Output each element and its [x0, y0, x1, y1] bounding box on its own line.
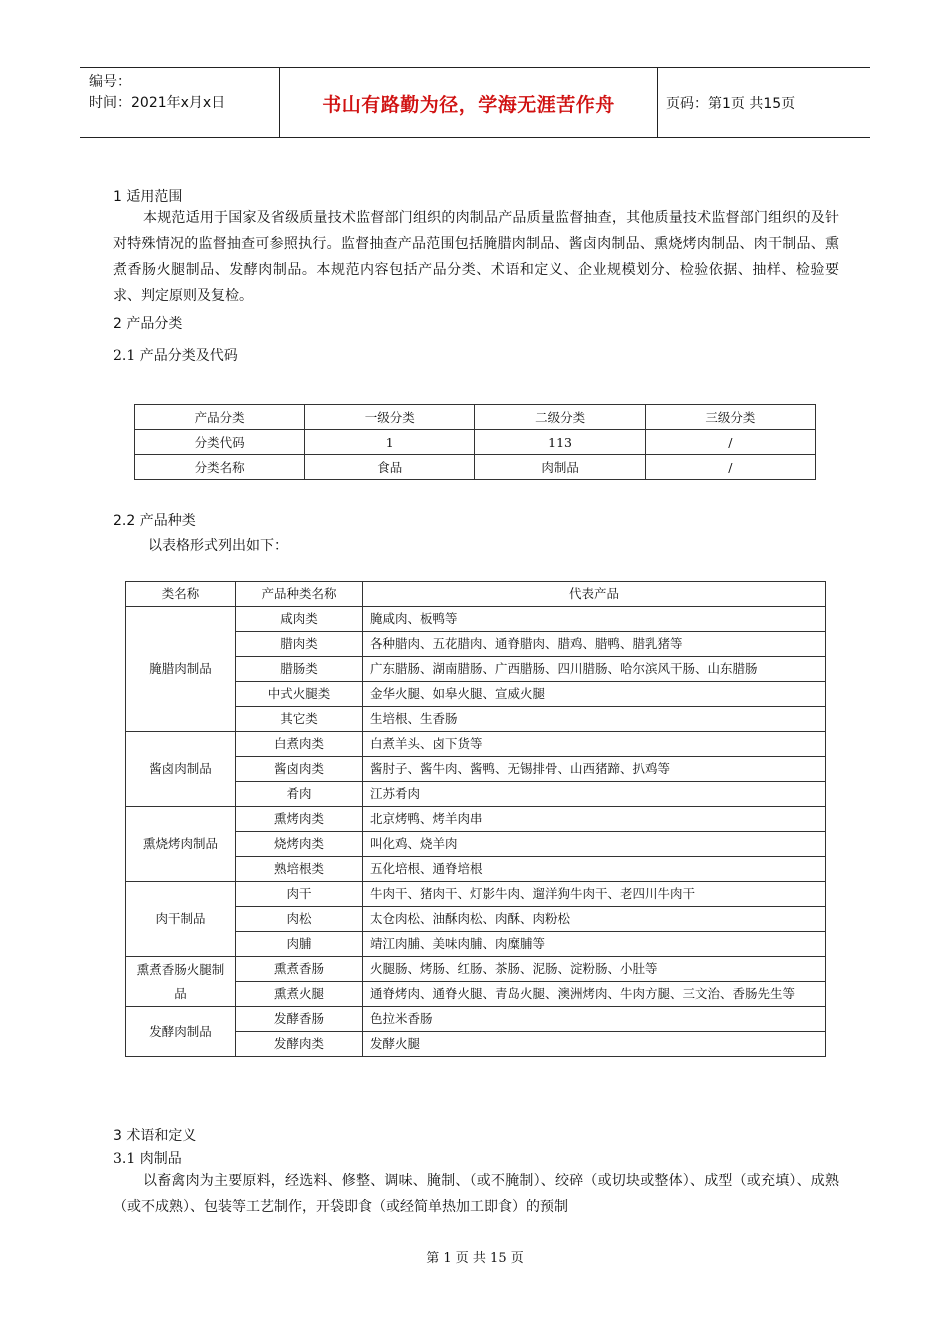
- subsection-heading: 2.2 产品种类: [113, 513, 196, 529]
- category-cell: 酱卤肉制品: [126, 732, 236, 807]
- table-row: [126, 882, 826, 907]
- section-heading: 2 产品分类: [113, 316, 183, 332]
- type-cell: 中式火腿类: [236, 682, 363, 707]
- subsection-intro: 以表格形式列出如下：: [148, 538, 288, 554]
- table-header-row: [126, 582, 826, 607]
- table-header-cell: 产品种类名称: [236, 582, 363, 607]
- category-cell: 熏烧烤肉制品: [126, 807, 236, 882]
- table-header-cell: 产品分类: [135, 405, 305, 430]
- table-row: [126, 807, 826, 832]
- section-heading: 1 适用范围: [113, 189, 183, 205]
- products-cell: 通脊烤肉、通脊火腿、青岛火腿、澳洲烤肉、牛肉方腿、三文治、香肠先生等: [363, 982, 826, 1007]
- products-cell: 生培根、生香肠: [363, 707, 826, 732]
- type-cell: 发酵肉类: [236, 1032, 363, 1057]
- products-cell: 色拉米香肠: [363, 1007, 826, 1032]
- products-cell: 江苏肴肉: [363, 782, 826, 807]
- header-motto: 书山有路勤为径，学海无涯苦作舟: [322, 94, 615, 116]
- number-label: 编号：: [89, 74, 131, 90]
- table-cell: 分类代码: [135, 430, 305, 455]
- table-cell: 食品: [305, 455, 475, 480]
- header-page-info: 页码：第1页 共15页: [666, 96, 796, 112]
- products-cell: 太仓肉松、油酥肉松、肉酥、肉粉松: [363, 907, 826, 932]
- type-cell: 白煮肉类: [236, 732, 363, 757]
- category-cell: 腌腊肉制品: [126, 607, 236, 732]
- products-cell: 各种腊肉、五花腊肉、通脊腊肉、腊鸡、腊鸭、腊乳猪等: [363, 632, 826, 657]
- type-cell: 肴肉: [236, 782, 363, 807]
- table-header-row: [135, 405, 816, 430]
- table-cell: /: [645, 455, 815, 480]
- type-cell: 烧烤肉类: [236, 832, 363, 857]
- products-cell: 靖江肉脯、美味肉脯、肉糜脯等: [363, 932, 826, 957]
- table-header-cell: 代表产品: [363, 582, 826, 607]
- section-body: 本规范适用于国家及省级质量技术监督部门组织的肉制品产品质量监督抽查，其他质量技术监督部门组织的及针对特殊情况的监督抽查可参照执行。监督抽查产品范围包括腌腊肉制品、酱卤肉制品、熏烧烤肉制品、肉干制品、熏煮香肠火腿制品、发酵肉制品。本规范内容包括产品分类、术语和定义、企业规模划分、检验依据、抽样、检验要求、判定原则及复检。: [113, 210, 839, 304]
- table-cell: 113: [475, 430, 645, 455]
- products-cell: 广东腊肠、湖南腊肠、广西腊肠、四川腊肠、哈尔滨风干肠、山东腊肠: [363, 657, 826, 682]
- table-row: [126, 732, 826, 757]
- page-footer: 第 1 页 共 15 页: [426, 1251, 524, 1266]
- products-cell: 五化培根、通脊培根: [363, 857, 826, 882]
- table-cell: 肉制品: [475, 455, 645, 480]
- table-cell: /: [645, 430, 815, 455]
- products-cell: 白煮羊头、卤下货等: [363, 732, 826, 757]
- table-header-cell: 二级分类: [475, 405, 645, 430]
- type-cell: 熟培根类: [236, 857, 363, 882]
- type-cell: 其它类: [236, 707, 363, 732]
- products-cell: 发酵火腿: [363, 1032, 826, 1057]
- product-types-table: [125, 581, 826, 1057]
- table-cell: 1: [305, 430, 475, 455]
- category-cell: 肉干制品: [126, 882, 236, 957]
- products-cell: 牛肉干、猪肉干、灯影牛肉、遛洋狗牛肉干、老四川牛肉干: [363, 882, 826, 907]
- type-cell: 熏煮香肠: [236, 957, 363, 982]
- type-cell: 发酵香肠: [236, 1007, 363, 1032]
- table-cell: 分类名称: [135, 455, 305, 480]
- type-cell: 肉松: [236, 907, 363, 932]
- header-meta: [89, 72, 225, 114]
- section-heading: 3 术语和定义: [113, 1128, 197, 1144]
- classification-table: [134, 404, 816, 480]
- category-cell: 熏煮香肠火腿制品: [126, 957, 236, 1007]
- type-cell: 咸肉类: [236, 607, 363, 632]
- section-body: 以畜禽肉为主要原料，经选料、修整、调味、腌制、（或不腌制）、绞碎（或切块或整体）、成型（或充填）、成熟（或不成熟）、包装等工艺制作，开袋即食（或经简单热加工即食）的预制: [113, 1173, 839, 1215]
- type-cell: 腊肠类: [236, 657, 363, 682]
- type-cell: 肉脯: [236, 932, 363, 957]
- products-cell: 金华火腿、如皋火腿、宣威火腿: [363, 682, 826, 707]
- type-cell: 腊肉类: [236, 632, 363, 657]
- table-row: [126, 957, 826, 982]
- table-header-cell: 三级分类: [645, 405, 815, 430]
- type-cell: 熏煮火腿: [236, 982, 363, 1007]
- table-row: [126, 607, 826, 632]
- table-row: [126, 1007, 826, 1032]
- table-row: [135, 455, 816, 480]
- table-header-cell: 类名称: [126, 582, 236, 607]
- products-cell: 北京烤鸭、烤羊肉串: [363, 807, 826, 832]
- table-row: [135, 430, 816, 455]
- products-cell: 腌咸肉、板鸭等: [363, 607, 826, 632]
- category-cell: 发酵肉制品: [126, 1007, 236, 1057]
- type-cell: 酱卤肉类: [236, 757, 363, 782]
- products-cell: 酱肘子、酱牛肉、酱鸭、无锡排骨、山西猪蹄、扒鸡等: [363, 757, 826, 782]
- subsection-heading: 3.1 肉制品: [113, 1151, 182, 1167]
- header-divider: [657, 68, 658, 137]
- subsection-heading: 2.1 产品分类及代码: [113, 348, 238, 364]
- time-label: 时间：2021年x月x日: [89, 95, 226, 111]
- products-cell: 火腿肠、烤肠、红肠、茶肠、泥肠、淀粉肠、小肚等: [363, 957, 826, 982]
- page-header: [80, 67, 870, 138]
- type-cell: 熏烤肉类: [236, 807, 363, 832]
- table-header-cell: 一级分类: [305, 405, 475, 430]
- products-cell: 叫化鸡、烧羊肉: [363, 832, 826, 857]
- type-cell: 肉干: [236, 882, 363, 907]
